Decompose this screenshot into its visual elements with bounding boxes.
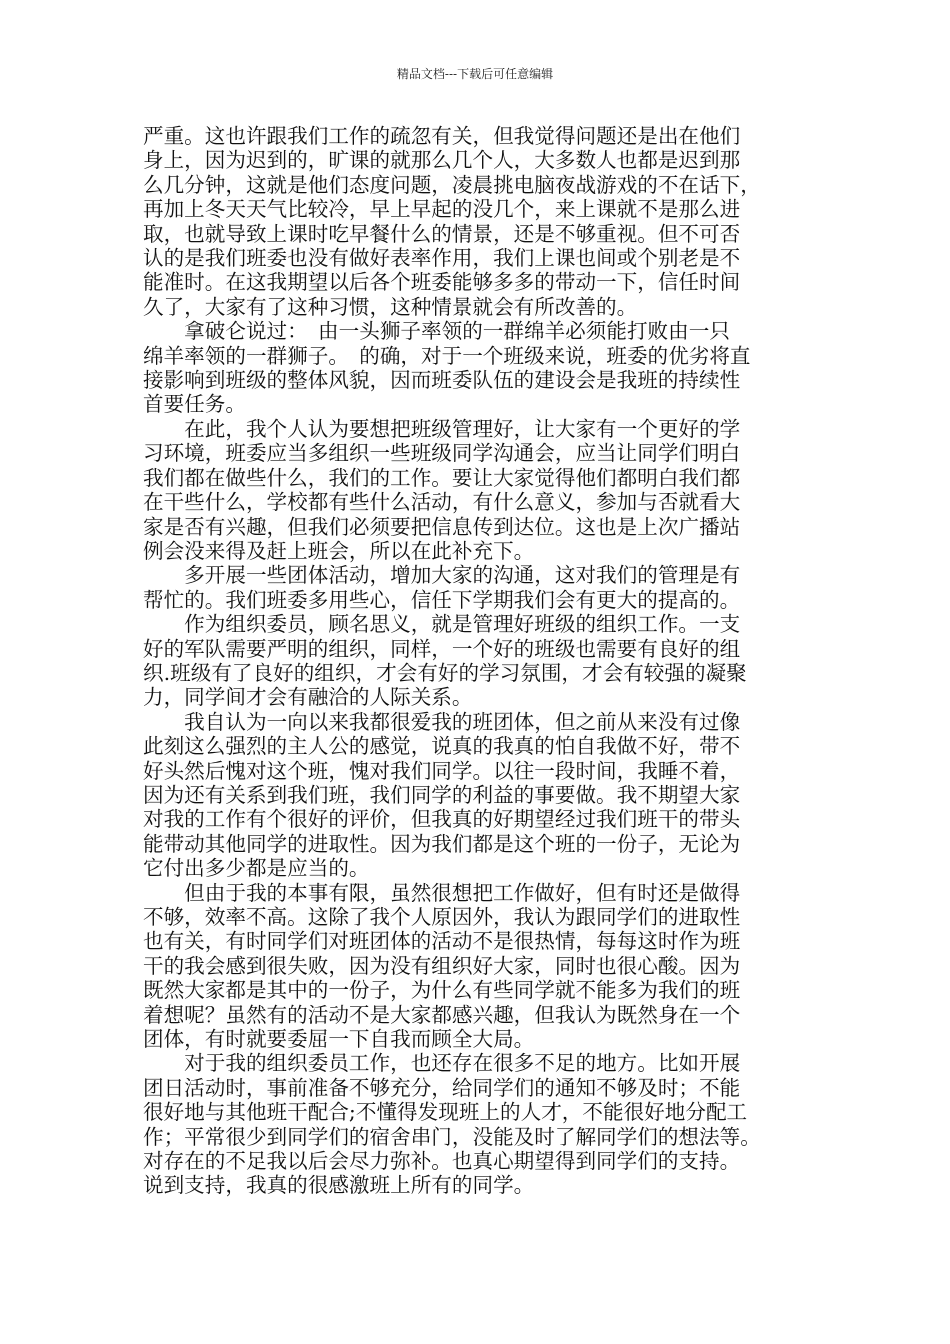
text-line: 么几分钟，这就是他们态度问题，凌晨挑电脑夜战游戏的不在话下， — [143, 172, 761, 197]
text-line: 对于我的组织委员工作，也还存在很多不足的地方。比如开展 — [143, 1051, 741, 1076]
text-line: 能带动其他同学的进取性。因为我们都是这个班的一份子，无论为 — [143, 831, 741, 856]
text-line: 例会没来得及赶上班会，所以在此补充下。 — [143, 538, 535, 563]
text-line: 接影响到班级的整体风貌，因而班委队伍的建设会是我班的持续性 — [143, 368, 741, 393]
text-line: 多开展一些团体活动，增加大家的沟通，这对我们的管理是有 — [143, 563, 741, 588]
text-line: 认的是我们班委也没有做好表率作用，我们上课也间或个别老是不 — [143, 246, 741, 271]
text-line: 身上，因为迟到的，旷课的就那么几个人，大多数人也都是迟到那 — [143, 148, 741, 173]
text-line: 我自认为一向以来我都很爱我的班团体，但之前从来没有过像 — [143, 709, 741, 734]
text-line: 首要任务。 — [143, 392, 246, 417]
text-line: 习环境，班委应当多组织一些班级同学沟通会，应当让同学们明白 — [143, 441, 741, 466]
text-line: 干的我会感到很失败，因为没有组织好大家，同时也很心酸。因为 — [143, 953, 741, 978]
text-line: 因为还有关系到我们班，我们同学的利益的事要做。我不期望大家 — [143, 782, 741, 807]
text-line: 拿破仑说过： 由一头狮子率领的一群绵羊必须能打败由一只 — [143, 319, 730, 344]
text-line: 我们都在做些什么，我们的工作。要让大家觉得他们都明白我们都 — [143, 465, 741, 490]
text-line: 团体，有时就要委屈一下自我而顾全大局。 — [143, 1027, 535, 1052]
text-line: 说到支持，我真的很感激班上所有的同学。 — [143, 1173, 535, 1198]
text-line: 严重。这也许跟我们工作的疏忽有关，但我觉得问题还是出在他们 — [143, 124, 741, 148]
text-line: 久了，大家有了这种习惯，这种情景就会有所改善的。 — [143, 294, 638, 319]
text-line: 取，也就导致上课时吃早餐什么的情景，还是不够重视。但不可否 — [143, 221, 741, 246]
text-line: 再加上冬天天气比较冷，早上早起的没几个，来上课就不是那么进 — [143, 197, 741, 222]
text-line: 它付出多少都是应当的。 — [143, 856, 370, 881]
document-body — [143, 124, 828, 1198]
text-line: 不够，效率不高。这除了我个人原因外，我认为跟同学们的进取性 — [143, 905, 741, 929]
text-line: 也有关，有时同学们对班团体的活动不是很热情，每每这时作为班 — [143, 929, 741, 954]
text-line: 对我的工作有个很好的评价，但我真的好期望经过我们班干的带头 — [143, 807, 741, 832]
text-line: 家是否有兴趣，但我们必须要把信息传到达位。这也是上次广播站 — [143, 514, 741, 539]
text-line: 但由于我的本事有限，虽然很想把工作做好，但有时还是做得 — [143, 880, 741, 905]
text-line: 作；平常很少到同学们的宿舍串门，没能及时了解同学们的想法等。 — [143, 1124, 761, 1149]
page-header: 精品文档---下载后可任意编辑 — [396, 67, 554, 81]
text-line: 此刻这么强烈的主人公的感觉，说真的我真的怕自我做不好，带不 — [143, 734, 741, 759]
text-line: 作为组织委员，顾名思义，就是管理好班级的组织工作。一支 — [143, 612, 741, 637]
text-line: 在此，我个人认为要想把班级管理好，让大家有一个更好的学 — [143, 416, 741, 441]
text-line: 好头然后愧对这个班，愧对我们同学。以往一段时间，我睡不着， — [143, 758, 741, 783]
text-line: 绵羊率领的一群狮子。 的确，对于一个班级来说，班委的优劣将直 — [143, 343, 751, 368]
text-line: 织.班级有了良好的组织，才会有好的学习氛围，才会有较强的凝聚 — [143, 660, 747, 685]
text-line: 对存在的不足我以后会尽力弥补。也真心期望得到同学们的支持。 — [143, 1149, 741, 1174]
text-line: 团日活动时，事前准备不够充分，给同学们的通知不够及时；不能 — [143, 1075, 741, 1100]
text-line: 力，同学间才会有融洽的人际关系。 — [143, 685, 473, 710]
text-line: 着想呢？虽然有的活动不是大家都感兴趣，但我认为既然身在一个 — [143, 1002, 741, 1027]
text-line: 很好地与其他班干配合;不懂得发现班上的人才，不能很好地分配工 — [143, 1100, 748, 1125]
text-line: 既然大家都是其中的一份子，为什么有些同学就不能多为我们的班 — [143, 978, 741, 1003]
text-line: 好的军队需要严明的组织，同样，一个好的班级也需要有良好的组 — [143, 636, 741, 661]
text-line: 帮忙的。我们班委多用些心，信任下学期我们会有更大的提高的。 — [143, 587, 741, 612]
text-line: 在干些什么，学校都有些什么活动，有什么意义，参加与否就看大 — [143, 490, 741, 515]
text-line: 能准时。在这我期望以后各个班委能够多多的带动一下，信任时间 — [143, 270, 741, 295]
